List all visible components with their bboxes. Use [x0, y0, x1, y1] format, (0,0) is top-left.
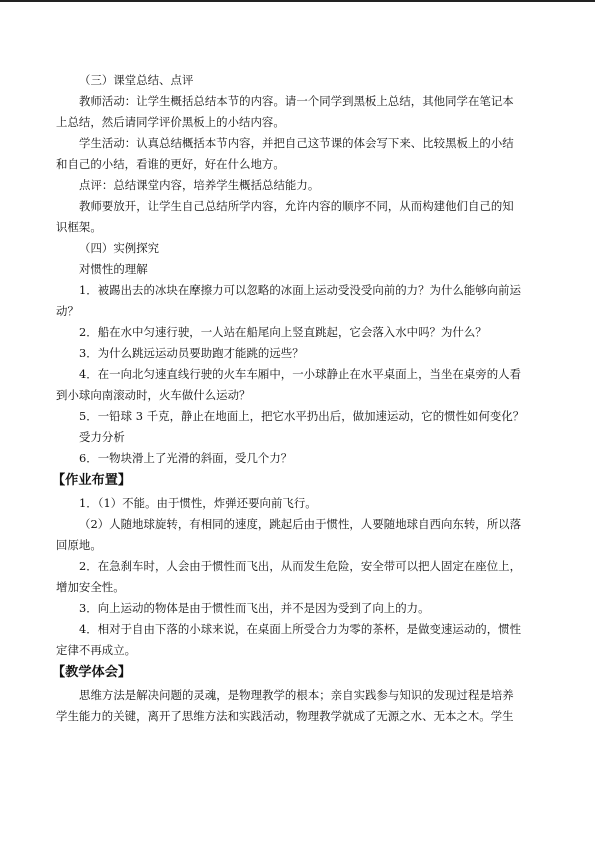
text-line: 教师要放开，让学生自己总结所学内容，允许内容的顺序不同，从而构建他们自己的知	[79, 199, 514, 213]
section-heading: 【作业布置】	[52, 473, 132, 488]
text-line: 受力分析	[79, 430, 125, 444]
text-line: 2．在急刹车时，人会由于惯性而飞出，从而发生危险，安全带可以把人固定在座位上，	[79, 559, 522, 573]
text-line: （四）实例探究	[79, 241, 160, 255]
text-line: （三）课堂总结、点评	[79, 73, 194, 87]
text-line: 6．一物块滑上了光滑的斜面，受几个力？	[79, 451, 293, 465]
text-line: 识框架。	[56, 220, 102, 234]
text-line: 动？	[56, 304, 79, 318]
text-line: （2）人随地球旋转，有相同的速度，跳起后由于惯性，人要随地球自西向东转，所以落	[79, 517, 522, 531]
text-line: 学生能力的关键，离开了思维方法和实践活动，物理教学就成了无源之水、无本之木。学生	[56, 709, 514, 723]
text-line: 3．向上运动的物体是由于惯性而飞出，并不是因为受到了向上的力。	[79, 601, 430, 615]
text-line: 和自己的小结，看谁的更好，好在什么地方。	[56, 157, 285, 171]
text-line: 点评：总结课堂内容，培养学生概括总结能力。	[79, 178, 320, 192]
text-line: 1．（1）不能。由于惯性，炸弹还要向前飞行。	[79, 496, 317, 510]
document-page	[52, 70, 542, 727]
text-line: 5．一铅球 3 千克，静止在地面上，把它水平扔出后，做加速运动，它的惯性如何变化？	[79, 409, 525, 423]
text-line: 1．被踢出去的冰块在摩擦力可以忽略的冰面上运动受没受向前的力？为什么能够向前运	[79, 283, 522, 297]
text-line: 定律不再成立。	[56, 643, 137, 657]
text-line: 对惯性的理解	[79, 262, 148, 276]
text-line: 教师活动：让学生概括总结本节的内容。请一个同学到黑板上总结，其他同学在笔记本	[79, 94, 514, 108]
text-line: 2．船在水中匀速行驶，一人站在船尾向上竖直跳起，它会落入水中吗？为什么？	[79, 325, 487, 339]
text-line: 上总结，然后请同学评价黑板上的小结内容。	[56, 115, 285, 129]
text-line: 增加安全性。	[56, 580, 125, 594]
text-line: 到小球向南滚动时，火车做什么运动？	[56, 388, 251, 402]
top-border-rule	[0, 0, 595, 2]
text-line: 学生活动：认真总结概括本节内容，并把自己这节课的体会写下来、比较黑板上的小结	[79, 136, 514, 150]
text-line: 思维方法是解决问题的灵魂，是物理教学的根本；亲自实践参与知识的发现过程是培养	[79, 688, 514, 702]
text-line: 4．相对于自由下落的小球来说，在桌面上所受合力为零的茶杯，是做变速运动的，惯性	[79, 622, 522, 636]
section-heading: 【教学体会】	[52, 665, 132, 680]
text-line: 3．为什么跳远运动员要助跑才能跳的远些？	[79, 346, 304, 360]
text-line: 回原地。	[56, 538, 102, 552]
text-line: 4．在一向北匀速直线行驶的火车车厢中，一小球静止在水平桌面上，当坐在桌旁的人看	[79, 367, 522, 381]
